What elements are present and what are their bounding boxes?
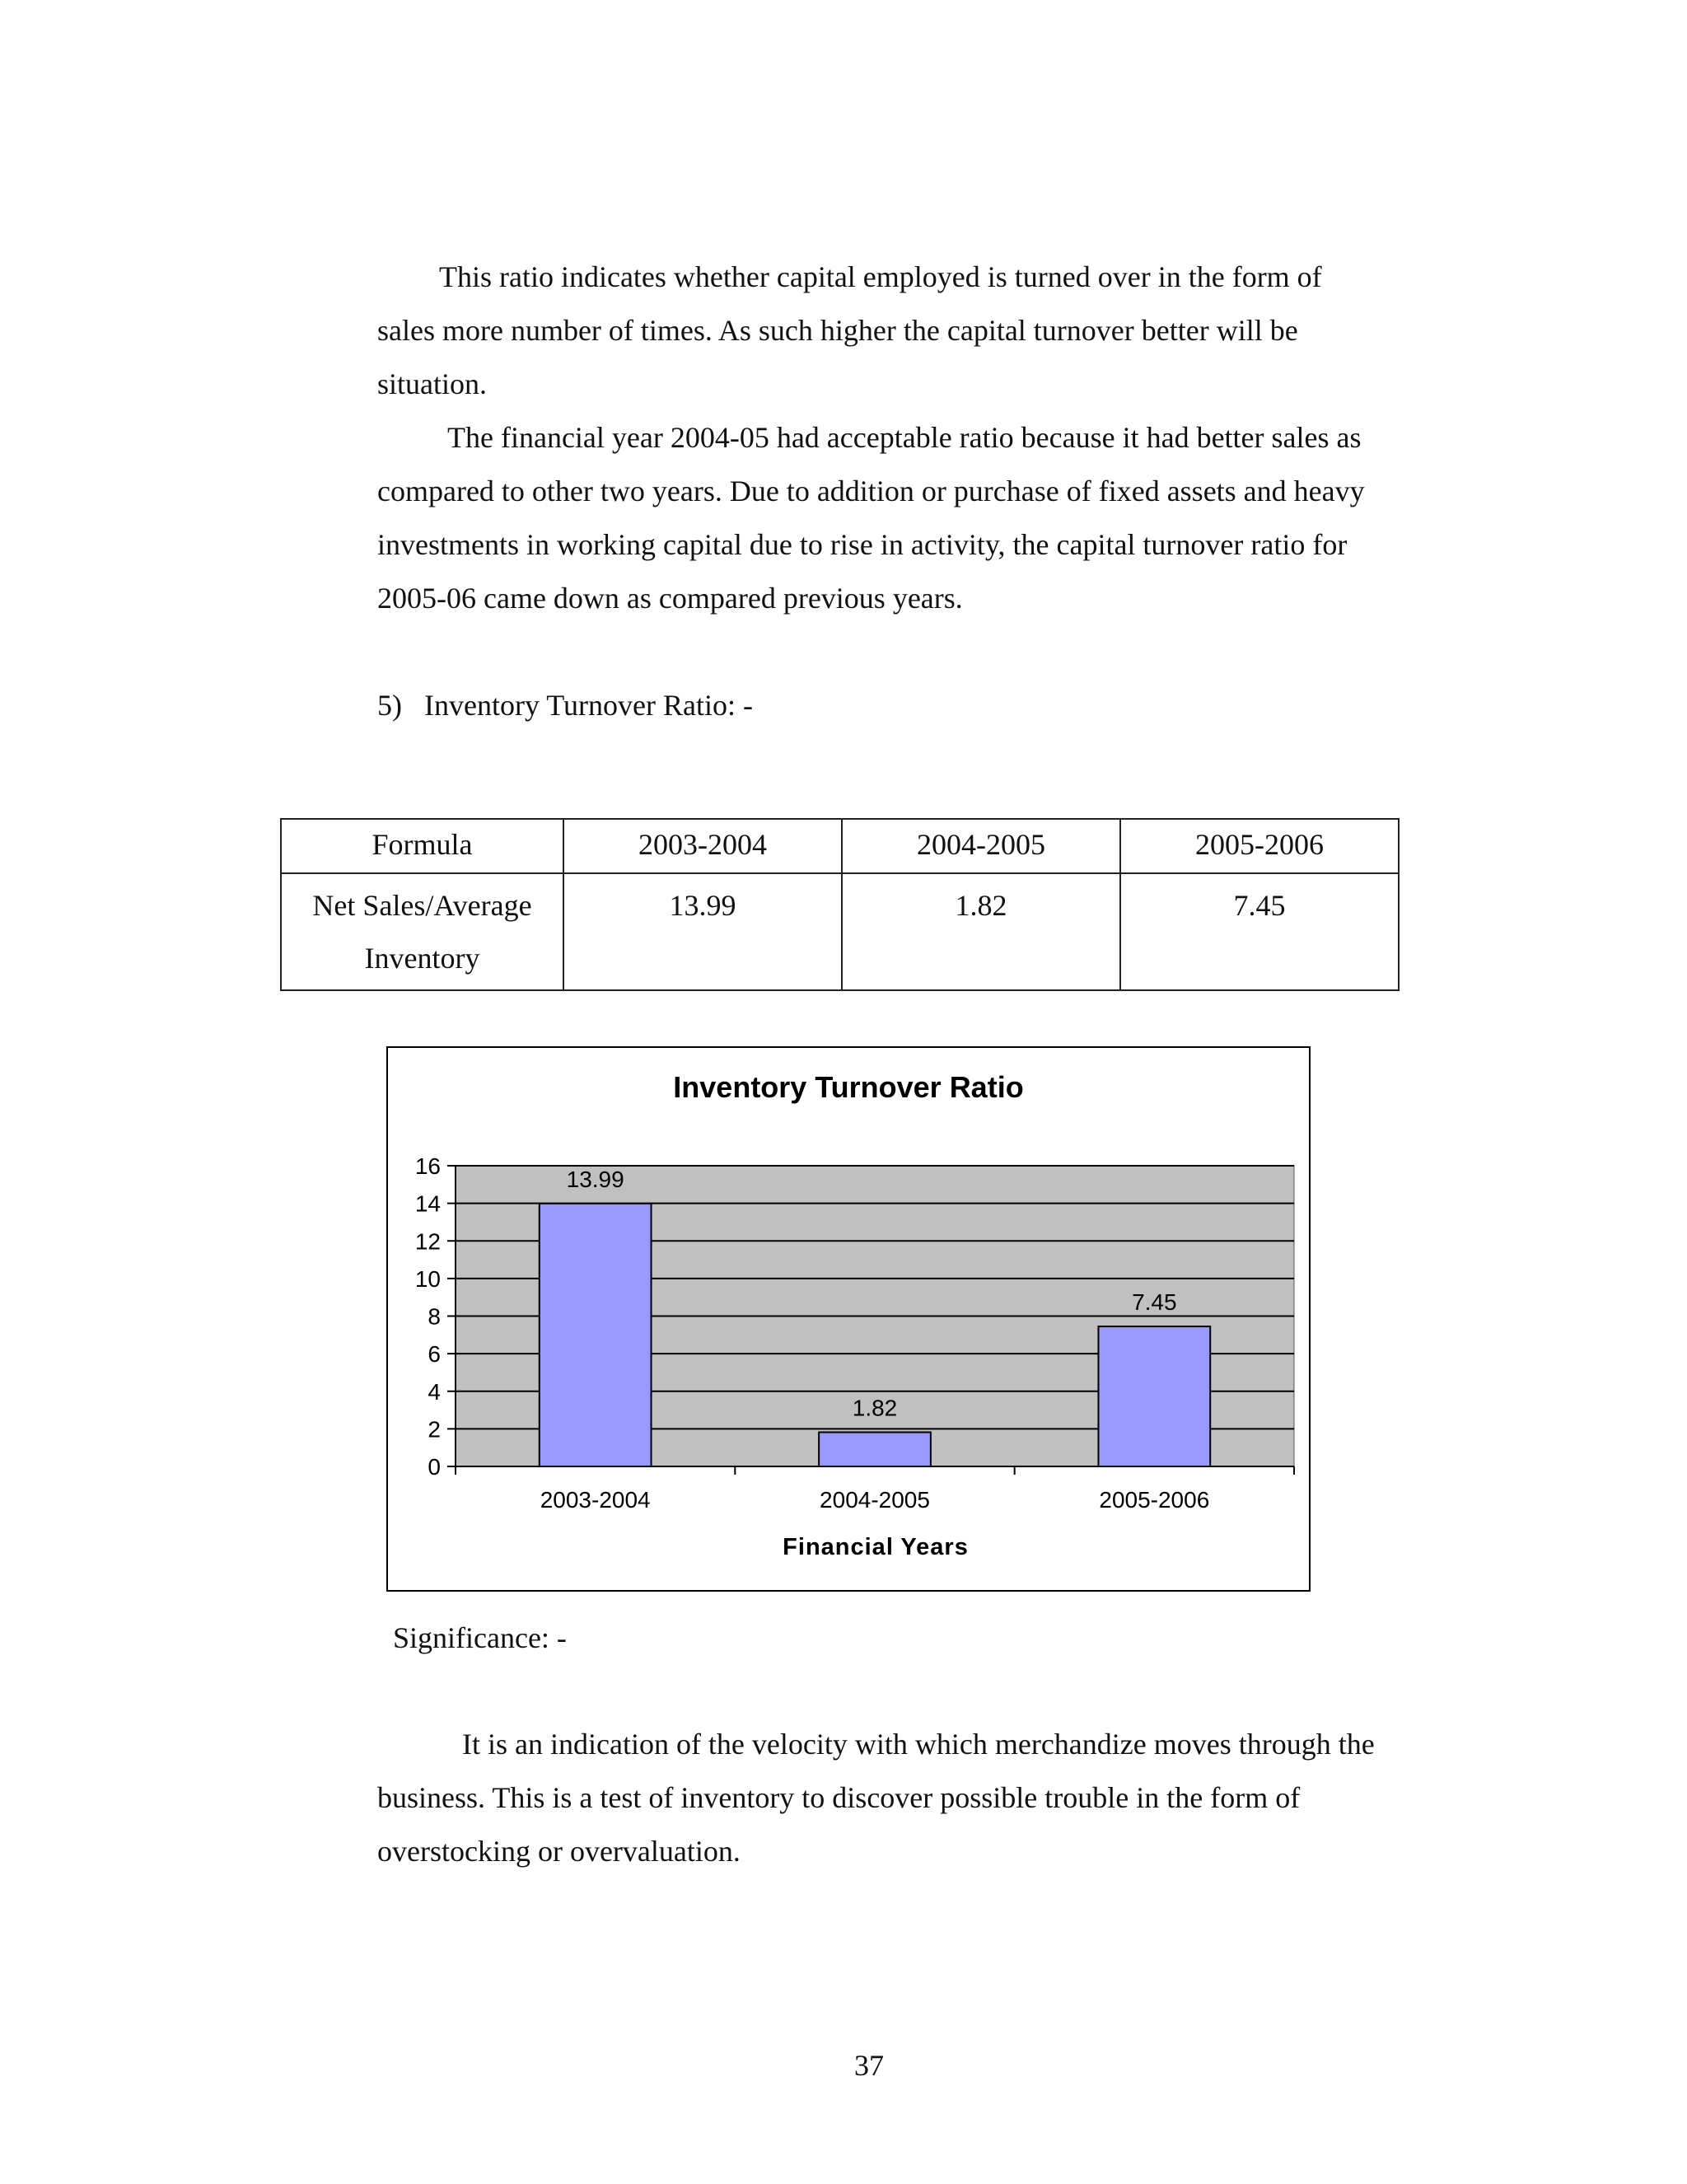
- table-header-cell: Formula: [281, 819, 563, 873]
- data-label: 7.45: [1132, 1289, 1177, 1316]
- paragraph2-line1: The financial year 2004-05 had acceptable ratio because it had better sales as: [447, 421, 1362, 454]
- paragraph1-line1: This ratio indicates whether capital employed is turned over in the form of: [439, 260, 1322, 293]
- bar: [1098, 1326, 1210, 1466]
- section-heading: 5) Inventory Turnover Ratio: -: [377, 689, 753, 722]
- inventory-turnover-chart: [386, 1046, 1311, 1592]
- x-tick-label: 2004-2005: [820, 1487, 930, 1513]
- table-header-cell: 2004-2005: [842, 819, 1120, 873]
- x-axis-label: Financial Years: [783, 1534, 969, 1560]
- formula-line2: Inventory: [364, 942, 480, 975]
- paragraph2-line3: investments in working capital due to rise in activity, the capital turnover ratio for: [377, 528, 1348, 561]
- table-value-cell: 1.82: [842, 873, 1120, 990]
- paragraph3-line1: It is an indication of the velocity with which merchandize moves through the: [462, 1728, 1375, 1761]
- y-tick-label: 12: [414, 1228, 441, 1255]
- paragraph3-line2: business. This is a test of inventory to discover possible trouble in the form of: [377, 1781, 1301, 1814]
- y-tick-label: 0: [428, 1454, 441, 1480]
- table-value-cell: 13.99: [563, 873, 842, 990]
- chart-title: Inventory Turnover Ratio: [673, 1070, 1024, 1104]
- data-label: 1.82: [852, 1395, 898, 1421]
- inventory-ratio-table: [280, 818, 1400, 991]
- significance-heading: Significance: -: [393, 1621, 567, 1654]
- y-tick-label: 4: [428, 1378, 441, 1405]
- data-label: 13.99: [566, 1166, 624, 1192]
- table-header-cell: 2005-2006: [1120, 819, 1399, 873]
- y-tick-label: 10: [414, 1265, 441, 1292]
- paragraph3-line3: overstocking or overvaluation.: [377, 1835, 741, 1868]
- bar: [819, 1432, 931, 1466]
- formula-cell: [281, 873, 563, 990]
- bar: [540, 1204, 652, 1466]
- x-tick-label: 2003-2004: [540, 1487, 651, 1513]
- y-tick-label: 2: [428, 1416, 441, 1443]
- y-tick-label: 6: [428, 1341, 441, 1368]
- paragraph1-line3: situation.: [377, 367, 487, 400]
- y-tick-label: 8: [428, 1303, 441, 1330]
- paragraph2-line4: 2005-06 came down as compared previous years.: [377, 582, 963, 615]
- x-tick-label: 2005-2006: [1099, 1487, 1210, 1513]
- y-tick-label: 14: [414, 1190, 441, 1217]
- formula-line1: Net Sales/Average: [312, 889, 532, 922]
- paragraph1-line2: sales more number of times. As such higher the capital turnover better will be: [377, 314, 1298, 347]
- table-value-cell: 7.45: [1120, 873, 1399, 990]
- page-number: 37: [854, 2049, 884, 2082]
- table-row: [281, 873, 1399, 990]
- paragraph2-line2: compared to other two years. Due to addition or purchase of fixed assets and heavy: [377, 475, 1365, 507]
- y-tick-label: 16: [414, 1153, 441, 1179]
- table-header-cell: 2003-2004: [563, 819, 842, 873]
- table-header-row: [281, 819, 1399, 873]
